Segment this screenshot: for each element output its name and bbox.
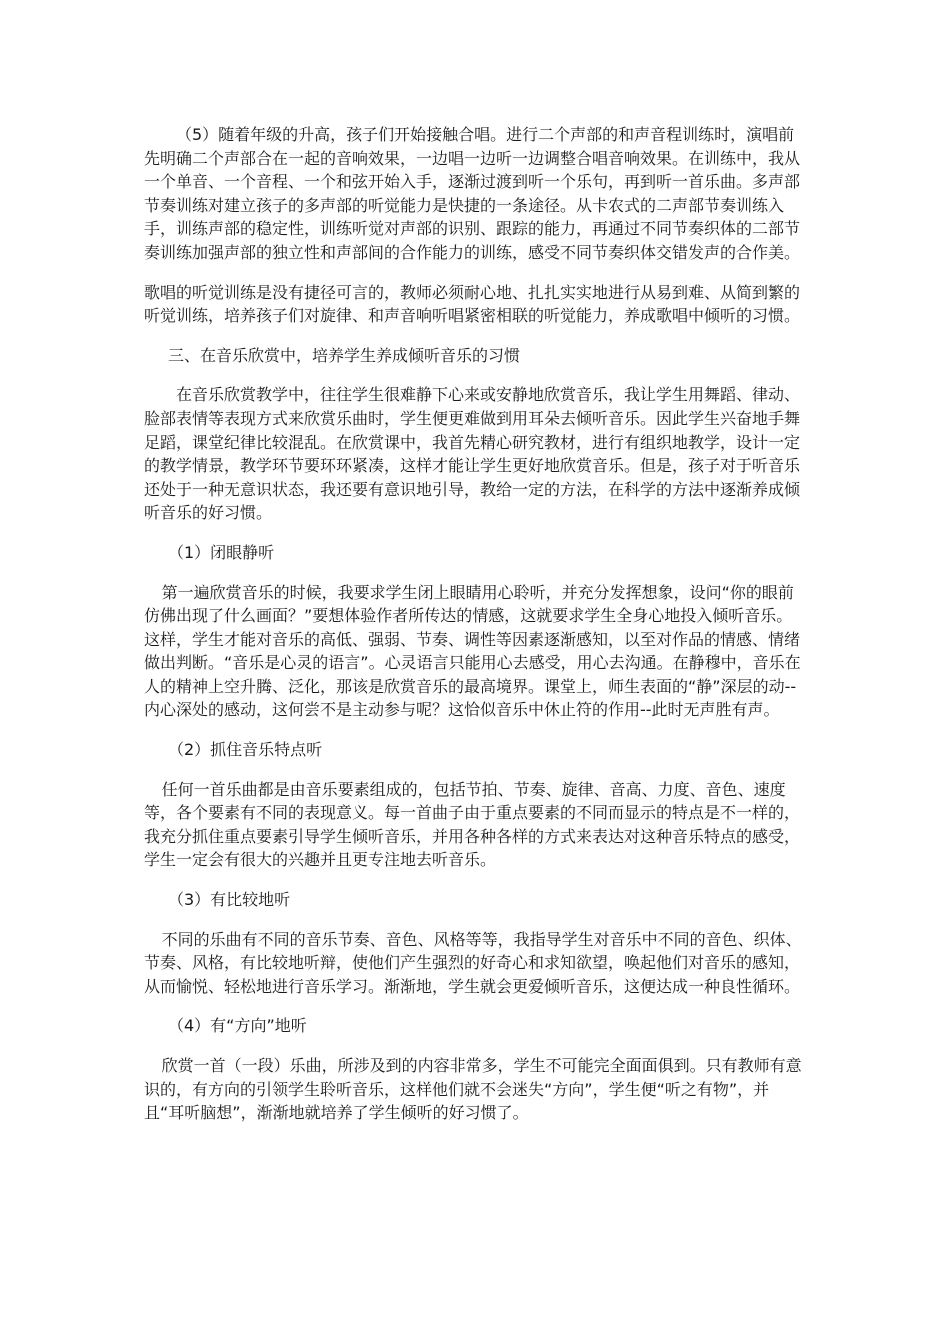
paragraph-choir-training: （5）随着年级的升高，孩子们开始接触合唱。进行二个声部的和声音程训练时，演唱前先明确二个声部合在一起的音响效果，一边唱一边听一边调整合唱音响效果。在训练中，我从一个单音、一个音程、一个和弦开始入手，逐渐过渡到听一个乐句，再到听一首乐曲。多声部节奏训练对建立孩子的多声部的听觉能力是快捷的一条途径。从卡农式的二声部节奏训练入手，训练声部的稳定性，训练听觉对声部的识别、跟踪的能力，再通过不同节奏织体的二部节奏训练加强声部的独立性和声部间的合作能力的训练，感受不同节奏织体交错发声的合作美。 <box>144 125 801 262</box>
section-heading-music-appreciation: 三、在音乐欣赏中，培养学生养成倾听音乐的习惯 <box>168 345 521 365</box>
subheading-music-features: （2）抓住音乐特点听 <box>168 740 323 760</box>
subheading-direction: （4）有“方向”地听 <box>168 1016 307 1036</box>
document-page <box>144 123 808 1141</box>
paragraph-closed-eyes: 第一遍欣赏音乐的时候，我要求学生闭上眼睛用心聆听，并充分发挥想象，设问“你的眼前仿佛出现了什么画面？”要想体验作者所传达的情感，这就要求学生全身心地投入倾听音乐。这样，学生才能对音乐的高低、强弱、节奏、调性等因素逐渐感知，以至对作品的情感、情绪做出判断。“音乐是心灵的语言”。心灵语言只能用心去感受，用心去沟通。在静穆中，音乐在人的精神上空升腾、泛化，那该是欣赏音乐的最高境界。课堂上，师生表面的“静”深层的动--内心深处的感动，这何尝不是主动参与呢？这恰似音乐中休止符的作用--此时无声胜有声。 <box>144 582 801 720</box>
paragraph-direction: 欣赏一首（一段）乐曲，所涉及到的内容非常多，学生不可能完全面面俱到。只有教师有意识的，有方向的引领学生聆听音乐，这样他们就不会迷失“方向”，学生便“听之有物”，并且“耳听脑想”，渐渐地就培养了学生倾听的好习惯了。 <box>144 1056 802 1123</box>
paragraph-singing-listening: 歌唱的听觉训练是没有捷径可言的，教师必须耐心地、扎扎实实地进行从易到难、从简到繁的听觉训练，培养孩子们对旋律、和声音响听唱紧密相联的听觉能力，养成歌唱中倾听的习惯。 <box>144 282 801 326</box>
paragraph-appreciation-teaching: 在音乐欣赏教学中，往往学生很难静下心来或安静地欣赏音乐，我让学生用舞蹈、律动、脸部表情等表现方式来欣赏乐曲时，学生便更难做到用耳朵去倾听音乐。因此学生兴奋地手舞足蹈，课堂纪律比较混乱。在欣赏课中，我首先精心研究教材，进行有组织地教学，设计一定的教学情景，教学环节要环环紧凑，这样才能让学生更好地欣赏音乐。但是，孩子对于听音乐还处于一种无意识状态，我还要有意识地引导，教给一定的方法，在科学的方法中逐渐养成倾听音乐的好习惯。 <box>144 385 801 523</box>
paragraph-music-features: 任何一首乐曲都是由音乐要素组成的，包括节拍、节奏、旋律、音高、力度、音色、速度等，各个要素有不同的表现意义。每一首曲子由于重点要素的不同而显示的特点是不一样的，我充分抓住重点要素引导学生倾听音乐，并用各种各样的方式来表达对这种音乐特点的感受，学生一定会有很大的兴趣并且更专注地去听音乐。 <box>144 779 801 870</box>
paragraph-comparison: 不同的乐曲有不同的音乐节奏、音色、风格等等，我指导学生对音乐中不同的音色、织体、节奏、风格，有比较地听辩，使他们产生强烈的好奇心和求知欲望，唤起他们对音乐的感知，从而愉悦、轻松地进行音乐学习。渐渐地，学生就会更爱倾听音乐，这便达成一种良性循环。 <box>144 929 802 996</box>
subheading-closed-eyes: （1）闭眼静听 <box>168 542 275 562</box>
subheading-comparison: （3）有比较地听 <box>168 890 291 910</box>
